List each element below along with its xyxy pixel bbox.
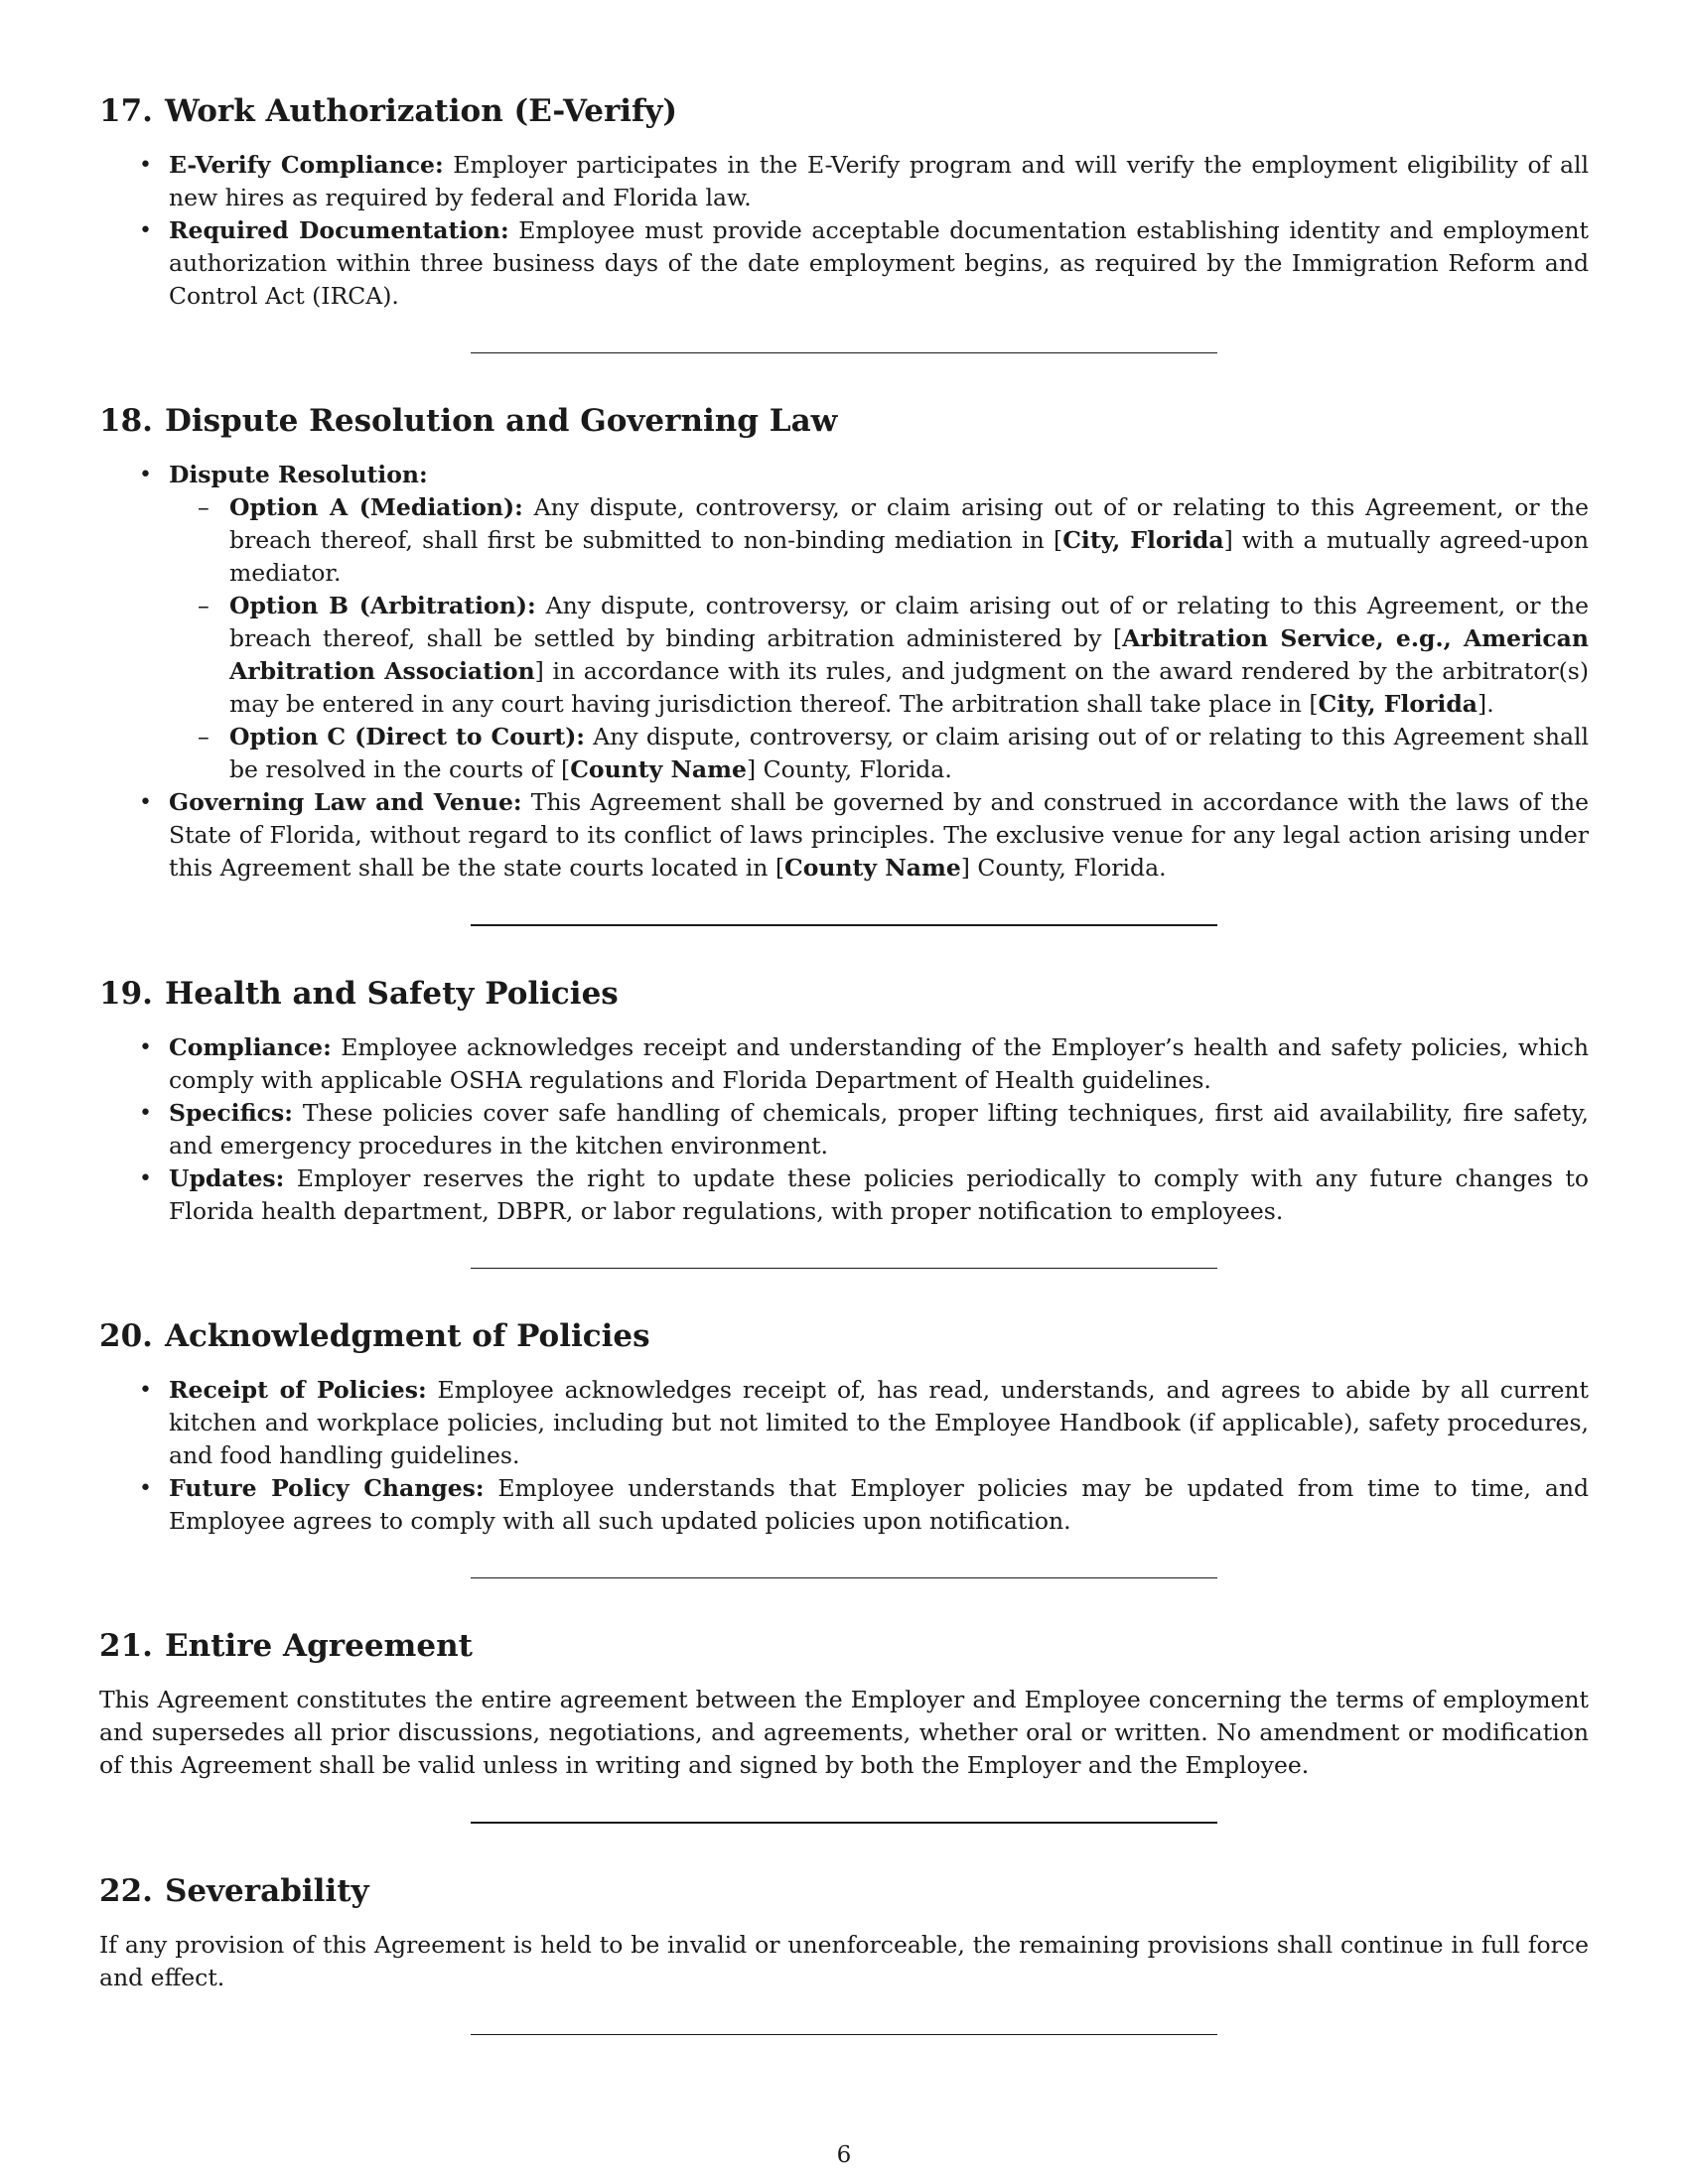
section-title: Dispute Resolution and Governing Law: [164, 403, 838, 439]
section-heading: [99, 1626, 1589, 1666]
placeholder-field: City, Florida: [1318, 690, 1478, 718]
section-heading: [99, 1871, 1589, 1911]
section-title: Acknowledgment of Policies: [164, 1318, 650, 1354]
section-divider: [471, 352, 1217, 353]
item-text: Employer participates in the E-Verify program and will verify the employment eligibility of all new hires as required by federal and Florida law.: [169, 151, 1589, 211]
bullet-list: [99, 459, 1589, 885]
option-label: Option A (Mediation):: [229, 493, 523, 521]
item-text: Employer reserves the right to update these policies periodically to comply with any future changes to Florida health department, DBPR, or labor regulations, with proper notification to employees.: [169, 1164, 1589, 1225]
option-text: Any dispute, controversy, or claim arising out of or relating to this Agreement, or the breach thereof, shall be settled by binding arbitration administered by [: [229, 592, 1590, 652]
item-text: This Agreement shall be governed by and construed in accordance with the laws of the State of Florida, without regard to its conflict of laws principles. The exclusive venue for any legal action arising under this Agreement shall be the state courts located in [: [169, 788, 1590, 882]
section-number: 19.: [99, 976, 153, 1012]
section-heading: [99, 401, 1589, 441]
section-title: Severability: [164, 1873, 369, 1909]
item-label: Required Documentation:: [169, 216, 509, 244]
option-b: [169, 590, 1589, 721]
section-number: 17.: [99, 93, 153, 129]
option-text: ].: [1477, 690, 1494, 718]
bullet-list: [99, 149, 1589, 313]
section-number: 18.: [99, 403, 153, 439]
list-item: [99, 214, 1589, 313]
item-label: Governing Law and Venue:: [169, 788, 522, 816]
option-text: Any dispute, controversy, or claim arising out of or relating to this Agreement, or the breach thereof, shall first be submitted to non-binding mediation in [: [229, 493, 1589, 554]
item-label: E-Verify Compliance:: [169, 151, 444, 179]
section-heading: [99, 974, 1589, 1014]
section-heading: [99, 91, 1589, 131]
section-body: If any provision of this Agreement is held to be invalid or unenforceable, the remaining provisions shall continue in full force and effect.: [99, 1931, 1589, 1991]
item-label: Specifics:: [169, 1099, 293, 1127]
item-label: Receipt of Policies:: [169, 1376, 427, 1404]
list-item: [99, 149, 1589, 214]
section-17: [99, 91, 1589, 313]
option-label: Option C (Direct to Court):: [229, 723, 585, 751]
option-text: ] in accordance with its rules, and judgment on the award rendered by the arbitrator(s) may be entered in any court having jurisdiction thereof. The arbitration shall take place in [: [229, 657, 1589, 718]
section-body: This Agreement constitutes the entire agreement between the Employer and Employee concerning the terms of employment and supersedes all prior discussions, negotiations, and agreements, whether oral or written. No amendment or modification of this Agreement shall be valid unless in writing and signed by both the Employer and the Employee.: [99, 1686, 1589, 1779]
section-divider: [471, 2034, 1217, 2035]
item-text: Employee understands that Employer policies may be updated from time to time, and Employee agrees to comply with all such updated policies upon notification.: [169, 1474, 1590, 1535]
section-number: 21.: [99, 1628, 153, 1664]
section-18: [99, 401, 1589, 885]
section-heading: [99, 1316, 1589, 1356]
list-item: [99, 1374, 1589, 1472]
section-divider: [471, 1822, 1217, 1824]
item-text: Employee acknowledges receipt of, has read, understands, and agrees to abide by all current kitchen and workplace policies, including but not limited to the Employee Handbook (if applicable), safety procedures, and food handling guidelines.: [169, 1376, 1589, 1469]
item-text: ] County, Florida.: [960, 854, 1167, 882]
placeholder-field: County Name: [570, 755, 747, 783]
section-20: [99, 1316, 1589, 1538]
option-list: [169, 491, 1589, 786]
list-item: [99, 1162, 1589, 1228]
option-label: Option B (Arbitration):: [229, 592, 536, 619]
section-number: 20.: [99, 1318, 153, 1354]
section-title: Work Authorization (E-Verify): [164, 93, 678, 129]
placeholder-field: City, Florida: [1062, 526, 1224, 554]
section-19: [99, 974, 1589, 1228]
section-22: [99, 1871, 1589, 1994]
document-page: [99, 91, 1589, 2083]
item-label: Future Policy Changes:: [169, 1474, 485, 1502]
page-number: 6: [836, 2142, 852, 2168]
item-text: Employee must provide acceptable documentation establishing identity and employment authorization within three business days of the date employment begins, as required by the Immigration Reform and Control Act (IRCA).: [169, 216, 1589, 310]
item-label: Dispute Resolution:: [169, 461, 428, 488]
section-number: 22.: [99, 1873, 153, 1909]
list-item: [99, 1472, 1589, 1538]
section-divider: [471, 1577, 1217, 1578]
section-21: [99, 1626, 1589, 1782]
option-text: ] with a mutually agreed-upon mediator.: [229, 526, 1589, 587]
section-title: Entire Agreement: [164, 1628, 473, 1664]
section-divider: [471, 1268, 1217, 1269]
bullet-list: [99, 1031, 1589, 1228]
item-label: Compliance:: [169, 1033, 332, 1061]
section-title: Health and Safety Policies: [164, 976, 619, 1012]
placeholder-field: Arbitration Service, e.g., American Arbitration Association: [229, 624, 1589, 685]
item-text: Employee acknowledges receipt and understanding of the Employer’s health and safety policies, which comply with applicable OSHA regulations and Florida Department of Health guidelines.: [169, 1033, 1589, 1094]
item-text: These policies cover safe handling of chemicals, proper lifting techniques, first aid availability, fire safety, and emergency procedures in the kitchen environment.: [169, 1099, 1589, 1160]
option-text: ] County, Florida.: [746, 755, 952, 783]
bullet-list: [99, 1374, 1589, 1538]
section-divider: [471, 924, 1217, 926]
list-item: [99, 1031, 1589, 1097]
option-text: Any dispute, controversy, or claim arising out of or relating to this Agreement shall be resolved in the courts of [: [229, 723, 1589, 783]
option-a: [169, 491, 1589, 590]
option-c: [169, 721, 1589, 786]
list-item: [99, 786, 1589, 885]
placeholder-field: County Name: [784, 854, 961, 882]
list-item: [99, 459, 1589, 786]
item-label: Updates:: [169, 1164, 285, 1192]
list-item: [99, 1097, 1589, 1162]
